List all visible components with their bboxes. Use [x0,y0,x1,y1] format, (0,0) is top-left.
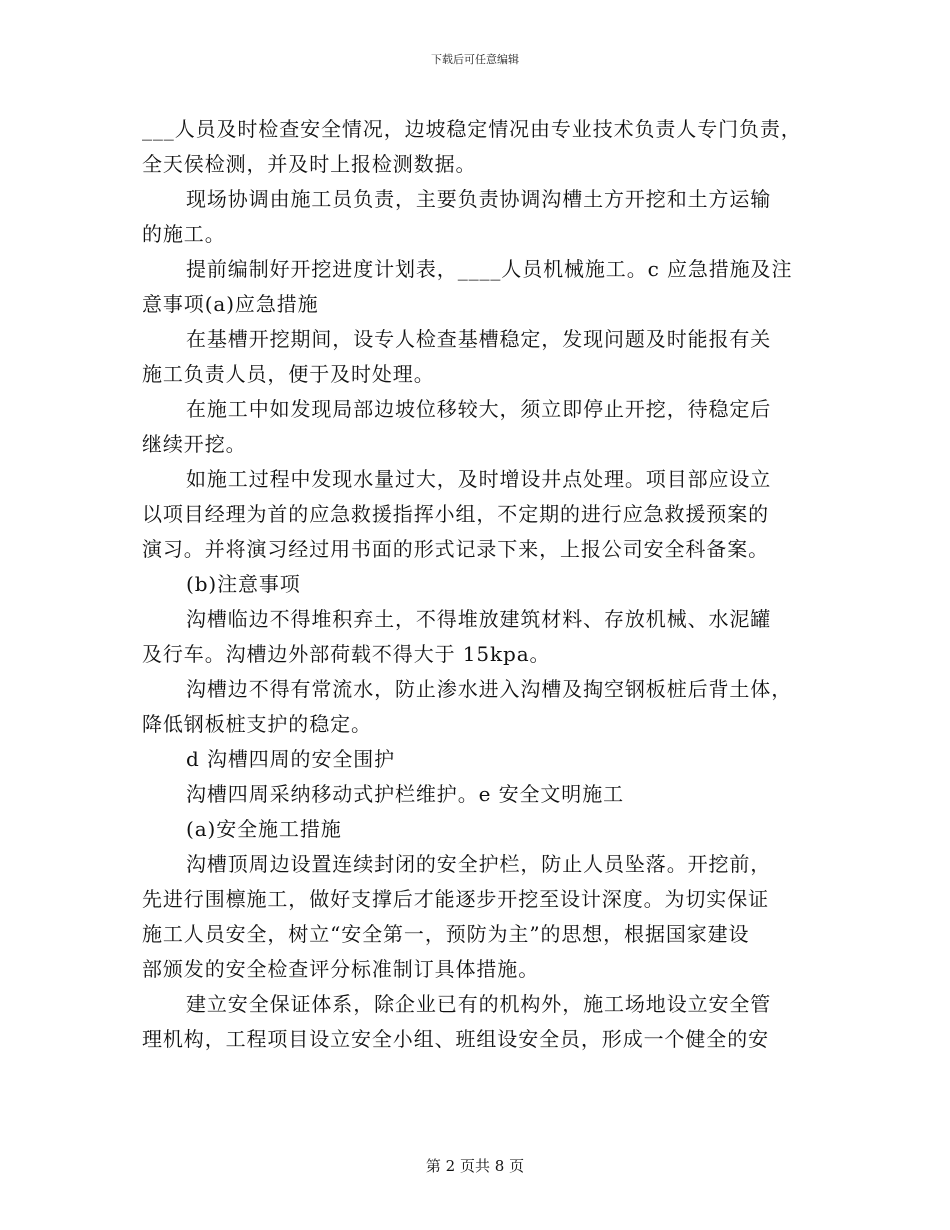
body-line: 降低钢板桩支护的稳定。 [142,712,372,736]
body-line: 沟槽边不得有常流水，防止渗水进入沟槽及掏空钢板桩后背土体， [186,677,793,701]
body-line: 先进行围檩施工，做好支撑后才能逐步开挖至设计深度。为切实保证 [142,887,769,911]
body-line: 及行车。沟槽边外部荷载不得大于 15kpa。 [142,642,551,666]
body-line: 施工负责人员，便于及时处理。 [142,362,435,386]
document-body [142,112,812,1057]
body-line: 演习。并将演习经过用书面的形式记录下来，上报公司安全科备案。 [142,537,769,561]
body-line: 施工人员安全，树立“安全第一，预防为主”的思想，根据国家建设 [142,922,750,946]
body-line: 全天侯检测，并及时上报检测数据。 [142,152,477,176]
body-line: 意事项(a)应急措施 [142,292,319,316]
body-line: 在施工中如发现局部边坡位移较大，须立即停止开挖，待稳定后 [186,397,772,421]
body-line: 现场协调由施工员负责，主要负责协调沟槽土方开挖和土方运输 [186,187,772,211]
page-footer: 第 2 页共 8 页 [425,1157,525,1175]
body-line: ___人员及时检查安全情况，边坡稳定情况由专业技术负责人专门负责， [142,117,802,141]
body-line: 继续开挖。 [142,432,247,456]
body-line: (b)注意事项 [186,572,301,596]
body-line: 的施工。 [142,222,226,246]
body-line: 沟槽临边不得堆积弃土，不得堆放建筑材料、存放机械、水泥罐 [186,607,772,631]
body-line: 建立安全保证体系，除企业已有的机构外，施工场地设立安全管 [186,992,772,1016]
body-line: 沟槽顶周边设置连续封闭的安全护栏，防止人员坠落。开挖前， [186,852,772,876]
body-line: 提前编制好开挖进度计划表，____人员机械施工。c 应急措施及注 [186,257,793,281]
body-line: 在基槽开挖期间，设专人检查基槽稳定，发现问题及时能报有关 [186,327,772,351]
body-line: 如施工过程中发现水量过大，及时增设井点处理。项目部应设立 [186,467,772,491]
body-line: 部颁发的安全检查评分标准制订具体措施。 [142,957,540,981]
page-header: 下载后可任意编辑 [431,53,519,66]
body-line: 理机构，工程项目设立安全小组、班组设安全员，形成一个健全的安 [142,1027,769,1051]
body-line: 以项目经理为首的应急救援指挥小组，不定期的进行应急救援预案的 [142,502,769,526]
body-line: (a)安全施工措施 [186,817,342,841]
body-line: 沟槽四周采纳移动式护栏维护。e 安全文明施工 [186,782,624,806]
body-line: d 沟槽四周的安全围护 [186,747,396,771]
